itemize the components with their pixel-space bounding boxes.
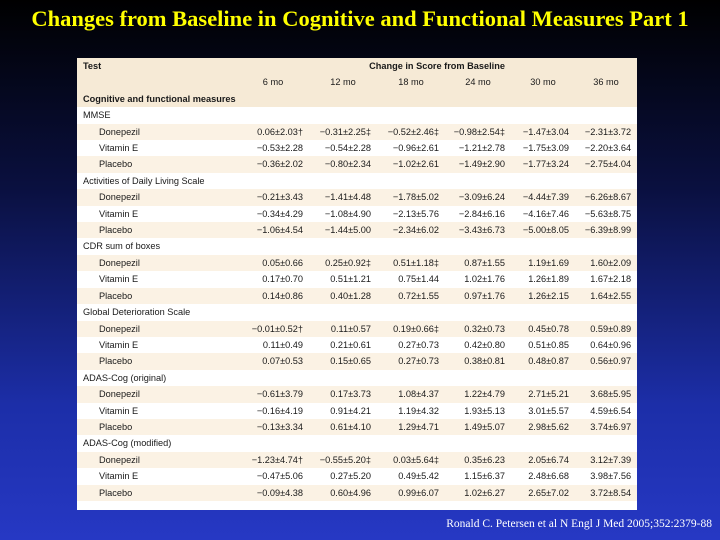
row-label: Placebo [77, 485, 237, 501]
value-cell: 0.51±0.85 [511, 337, 575, 353]
value-cell: −1.23±4.74† [237, 452, 309, 468]
value-cell: 0.03±5.64‡ [377, 452, 445, 468]
row-label: Vitamin E [77, 271, 237, 287]
value-cell: 1.19±1.69 [511, 255, 575, 271]
table-row [77, 271, 637, 287]
value-cell: −4.44±7.39 [511, 189, 575, 205]
value-cell: −2.20±3.64 [575, 140, 637, 156]
value-cell: −3.43±6.73 [445, 222, 511, 238]
row-label: Placebo [77, 222, 237, 238]
table-row [77, 403, 637, 419]
value-cell: 0.87±1.55 [445, 255, 511, 271]
value-cell: 1.26±1.89 [511, 271, 575, 287]
value-cell: 0.51±1.18‡ [377, 255, 445, 271]
value-cell: 1.08±4.37 [377, 386, 445, 402]
value-cell: 3.68±5.95 [575, 386, 637, 402]
value-cell: 0.15±0.65 [309, 353, 377, 369]
group-row [77, 304, 637, 320]
row-label: Donepezil [77, 452, 237, 468]
value-cell: 0.27±0.73 [377, 337, 445, 353]
value-cell: 0.72±1.55 [377, 288, 445, 304]
value-cell: −1.47±3.04 [511, 124, 575, 140]
value-cell: 1.64±2.55 [575, 288, 637, 304]
value-cell: 0.27±0.73 [377, 353, 445, 369]
value-cell: −0.52±2.46‡ [377, 124, 445, 140]
group-row [77, 107, 637, 123]
col-header-24mo: 24 mo [445, 74, 511, 90]
value-cell: 0.27±5.20 [309, 468, 377, 484]
value-cell: −1.08±4.90 [309, 206, 377, 222]
value-cell: −2.34±6.02 [377, 222, 445, 238]
col-header-12mo: 12 mo [309, 74, 377, 90]
value-cell: −5.00±8.05 [511, 222, 575, 238]
value-cell: 0.59±0.89 [575, 321, 637, 337]
value-cell: 0.25±0.92‡ [309, 255, 377, 271]
value-cell: 0.49±5.42 [377, 468, 445, 484]
row-label: Placebo [77, 353, 237, 369]
group-label: Global Deterioration Scale [77, 304, 637, 320]
value-cell: 1.29±4.71 [377, 419, 445, 435]
table-header-row [77, 58, 637, 74]
value-cell: 1.02±6.27 [445, 485, 511, 501]
value-cell: −0.31±2.25‡ [309, 124, 377, 140]
slide-title: Changes from Baseline in Cognitive and Functional Measures Part 1 [31, 6, 689, 31]
value-cell: −0.13±3.34 [237, 419, 309, 435]
value-cell: 0.21±0.61 [309, 337, 377, 353]
section-label-row [77, 91, 637, 107]
value-cell: 0.51±1.21 [309, 271, 377, 287]
value-cell: −6.39±8.99 [575, 222, 637, 238]
value-cell: 1.26±2.15 [511, 288, 575, 304]
value-cell: −0.53±2.28 [237, 140, 309, 156]
value-cell: −1.41±4.48 [309, 189, 377, 205]
value-cell: −1.44±5.00 [309, 222, 377, 238]
group-label: ADAS-Cog (modified) [77, 435, 637, 451]
value-cell: 0.07±0.53 [237, 353, 309, 369]
value-cell: 2.98±5.62 [511, 419, 575, 435]
change-score-header: Change in Score from Baseline [237, 58, 637, 74]
value-cell: 0.17±3.73 [309, 386, 377, 402]
value-cell: 3.98±7.56 [575, 468, 637, 484]
value-cell: 1.15±6.37 [445, 468, 511, 484]
value-cell: 1.19±4.32 [377, 403, 445, 419]
value-cell: 0.17±0.70 [237, 271, 309, 287]
value-cell: −4.16±7.46 [511, 206, 575, 222]
value-cell: −0.80±2.34 [309, 156, 377, 172]
value-cell: −0.16±4.19 [237, 403, 309, 419]
row-label: Vitamin E [77, 337, 237, 353]
value-cell: 3.12±7.39 [575, 452, 637, 468]
value-cell: −1.02±2.61 [377, 156, 445, 172]
table-row [77, 206, 637, 222]
value-cell: −0.96±2.61 [377, 140, 445, 156]
table-row [77, 321, 637, 337]
results-table-panel [77, 58, 637, 510]
value-cell: 0.19±0.66‡ [377, 321, 445, 337]
row-label: Placebo [77, 288, 237, 304]
value-cell: 2.48±6.68 [511, 468, 575, 484]
value-cell: 0.91±4.21 [309, 403, 377, 419]
row-label: Donepezil [77, 124, 237, 140]
value-cell: 1.93±5.13 [445, 403, 511, 419]
group-label: ADAS-Cog (original) [77, 370, 637, 386]
table-row [77, 255, 637, 271]
value-cell: 0.06±2.03† [237, 124, 309, 140]
table-row [77, 337, 637, 353]
value-cell: 1.67±2.18 [575, 271, 637, 287]
value-cell: −0.54±2.28 [309, 140, 377, 156]
value-cell: 2.71±5.21 [511, 386, 575, 402]
value-cell: 0.32±0.73 [445, 321, 511, 337]
row-label: Donepezil [77, 189, 237, 205]
group-row [77, 435, 637, 451]
group-label: CDR sum of boxes [77, 238, 637, 254]
value-cell: −1.75±3.09 [511, 140, 575, 156]
value-cell: 2.05±6.74 [511, 452, 575, 468]
value-cell: 0.40±1.28 [309, 288, 377, 304]
value-cell: −0.98±2.54‡ [445, 124, 511, 140]
value-cell: 0.14±0.86 [237, 288, 309, 304]
value-cell: 0.38±0.81 [445, 353, 511, 369]
value-cell: −0.55±5.20‡ [309, 452, 377, 468]
value-cell: 0.61±4.10 [309, 419, 377, 435]
blank-header-cell [77, 74, 237, 90]
value-cell: 0.11±0.49 [237, 337, 309, 353]
row-label: Vitamin E [77, 468, 237, 484]
col-header-30mo: 30 mo [511, 74, 575, 90]
group-label: MMSE [77, 107, 637, 123]
table-row [77, 222, 637, 238]
row-label: Donepezil [77, 386, 237, 402]
value-cell: 0.42±0.80 [445, 337, 511, 353]
value-cell: −2.31±3.72 [575, 124, 637, 140]
value-cell: −0.61±3.79 [237, 386, 309, 402]
value-cell: 1.22±4.79 [445, 386, 511, 402]
value-cell: −1.21±2.78 [445, 140, 511, 156]
value-cell: 0.60±4.96 [309, 485, 377, 501]
table-row [77, 419, 637, 435]
value-cell: 0.45±0.78 [511, 321, 575, 337]
value-cell: 0.75±1.44 [377, 271, 445, 287]
table-row [77, 485, 637, 501]
results-table [77, 58, 637, 501]
table-row [77, 140, 637, 156]
timepoint-header-row [77, 74, 637, 90]
value-cell: −0.47±5.06 [237, 468, 309, 484]
value-cell: 1.02±1.76 [445, 271, 511, 287]
group-row [77, 370, 637, 386]
value-cell: 0.11±0.57 [309, 321, 377, 337]
row-label: Vitamin E [77, 206, 237, 222]
section-label: Cognitive and functional measures [77, 91, 637, 107]
group-row [77, 238, 637, 254]
value-cell: −2.84±6.16 [445, 206, 511, 222]
table-row [77, 288, 637, 304]
value-cell: 2.65±7.02 [511, 485, 575, 501]
group-label: Activities of Daily Living Scale [77, 173, 637, 189]
test-column-header: Test [77, 58, 237, 74]
value-cell: −0.01±0.52† [237, 321, 309, 337]
value-cell: −1.78±5.02 [377, 189, 445, 205]
table-row [77, 124, 637, 140]
value-cell: 0.56±0.97 [575, 353, 637, 369]
value-cell: −1.77±3.24 [511, 156, 575, 172]
row-label: Vitamin E [77, 140, 237, 156]
row-label: Placebo [77, 419, 237, 435]
value-cell: 0.05±0.66 [237, 255, 309, 271]
value-cell: −5.63±8.75 [575, 206, 637, 222]
value-cell: −1.49±2.90 [445, 156, 511, 172]
value-cell: −6.26±8.67 [575, 189, 637, 205]
citation: Ronald C. Petersen et al N Engl J Med 2005;352:2379-88 [446, 518, 712, 530]
value-cell: 1.60±2.09 [575, 255, 637, 271]
table-row [77, 189, 637, 205]
value-cell: 3.01±5.57 [511, 403, 575, 419]
value-cell: 3.72±8.54 [575, 485, 637, 501]
row-label: Placebo [77, 156, 237, 172]
table-row [77, 468, 637, 484]
value-cell: 4.59±6.54 [575, 403, 637, 419]
value-cell: 1.49±5.07 [445, 419, 511, 435]
value-cell: −0.21±3.43 [237, 189, 309, 205]
row-label: Donepezil [77, 321, 237, 337]
col-header-36mo: 36 mo [575, 74, 637, 90]
value-cell: 0.97±1.76 [445, 288, 511, 304]
table-row [77, 386, 637, 402]
table-row [77, 452, 637, 468]
value-cell: 0.48±0.87 [511, 353, 575, 369]
value-cell: −2.13±5.76 [377, 206, 445, 222]
value-cell: 3.74±6.97 [575, 419, 637, 435]
col-header-18mo: 18 mo [377, 74, 445, 90]
row-label: Vitamin E [77, 403, 237, 419]
row-label: Donepezil [77, 255, 237, 271]
value-cell: 0.64±0.96 [575, 337, 637, 353]
value-cell: −0.34±4.29 [237, 206, 309, 222]
value-cell: 0.35±6.23 [445, 452, 511, 468]
table-row [77, 156, 637, 172]
group-row [77, 173, 637, 189]
value-cell: 0.99±6.07 [377, 485, 445, 501]
value-cell: −0.09±4.38 [237, 485, 309, 501]
value-cell: −0.36±2.02 [237, 156, 309, 172]
value-cell: −2.75±4.04 [575, 156, 637, 172]
value-cell: −1.06±4.54 [237, 222, 309, 238]
table-row [77, 353, 637, 369]
value-cell: −3.09±6.24 [445, 189, 511, 205]
col-header-6mo: 6 mo [237, 74, 309, 90]
